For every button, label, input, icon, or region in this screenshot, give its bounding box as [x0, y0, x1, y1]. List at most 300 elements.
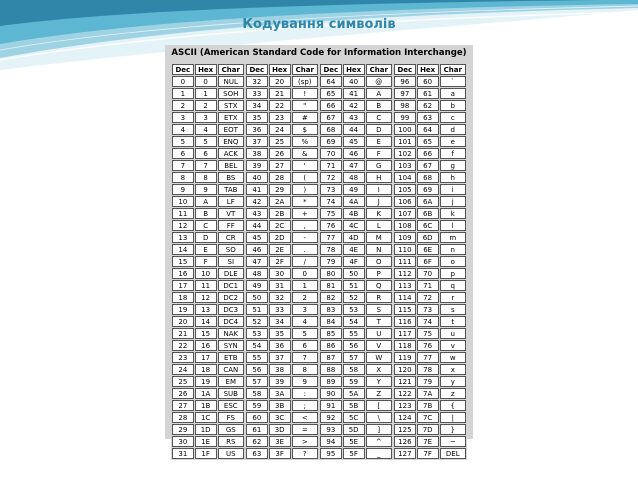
dec-cell: 101 — [394, 136, 416, 147]
dec-cell: 108 — [394, 220, 416, 231]
table-row — [246, 424, 318, 435]
dec-cell: 9 — [172, 184, 194, 195]
hex-cell: 45 — [343, 136, 365, 147]
dec-cell: 114 — [394, 292, 416, 303]
table-row — [246, 88, 318, 99]
char-cell: u — [440, 328, 466, 339]
dec-cell: 61 — [246, 424, 268, 435]
table-row — [320, 88, 392, 99]
dec-cell: 53 — [246, 328, 268, 339]
hex-cell: 3D — [269, 424, 291, 435]
dec-cell: 40 — [246, 172, 268, 183]
char-cell: FS — [218, 412, 244, 423]
column-header-char: Char — [440, 64, 466, 75]
hex-cell: 5F — [343, 448, 365, 459]
table-row — [246, 136, 318, 147]
char-cell: w — [440, 352, 466, 363]
dec-cell: 100 — [394, 124, 416, 135]
char-cell: N — [366, 244, 392, 255]
dec-cell: 23 — [172, 352, 194, 363]
char-cell: Q — [366, 280, 392, 291]
hex-cell: 6C — [417, 220, 439, 231]
ascii-column-group — [245, 63, 319, 460]
hex-cell: 78 — [417, 364, 439, 375]
dec-cell: 52 — [246, 316, 268, 327]
char-cell: % — [292, 136, 318, 147]
hex-cell: 10 — [195, 268, 217, 279]
table-row — [394, 388, 466, 399]
table-row — [320, 304, 392, 315]
char-cell: Y — [366, 376, 392, 387]
char-cell: ~ — [440, 436, 466, 447]
dec-cell: 20 — [172, 316, 194, 327]
column-header-dec: Dec — [320, 64, 342, 75]
table-row — [394, 268, 466, 279]
dec-cell: 123 — [394, 400, 416, 411]
char-cell: * — [292, 196, 318, 207]
table-row — [320, 220, 392, 231]
table-row — [394, 376, 466, 387]
char-cell: b — [440, 100, 466, 111]
char-cell: ' — [292, 160, 318, 171]
table-row — [246, 100, 318, 111]
table-row — [320, 232, 392, 243]
char-cell: j — [440, 196, 466, 207]
hex-cell: 61 — [417, 88, 439, 99]
dec-cell: 36 — [246, 124, 268, 135]
dec-cell: 91 — [320, 400, 342, 411]
dec-cell: 46 — [246, 244, 268, 255]
char-cell: @ — [366, 76, 392, 87]
dec-cell: 30 — [172, 436, 194, 447]
table-row — [394, 316, 466, 327]
table-row — [246, 316, 318, 327]
dec-cell: 90 — [320, 388, 342, 399]
char-cell: h — [440, 172, 466, 183]
hex-cell: 19 — [195, 376, 217, 387]
char-cell: ` — [440, 76, 466, 87]
table-row — [394, 100, 466, 111]
dec-cell: 21 — [172, 328, 194, 339]
hex-cell: 17 — [195, 352, 217, 363]
hex-cell: 4F — [343, 256, 365, 267]
dec-cell: 64 — [320, 76, 342, 87]
char-cell: DLE — [218, 268, 244, 279]
hex-cell: 76 — [417, 340, 439, 351]
table-row — [172, 400, 244, 411]
char-cell: T — [366, 316, 392, 327]
table-row — [394, 196, 466, 207]
column-header-char: Char — [366, 64, 392, 75]
dec-cell: 119 — [394, 352, 416, 363]
char-cell: + — [292, 208, 318, 219]
ascii-table-title: ASCII (American Standard Code for Information Interchange) — [171, 48, 467, 58]
char-cell: J — [366, 196, 392, 207]
hex-cell: 44 — [343, 124, 365, 135]
table-row — [246, 196, 318, 207]
table-row — [246, 244, 318, 255]
table-row — [246, 280, 318, 291]
table-row — [394, 400, 466, 411]
hex-cell: 55 — [343, 328, 365, 339]
hex-cell: 9 — [195, 184, 217, 195]
dec-cell: 82 — [320, 292, 342, 303]
table-row — [246, 232, 318, 243]
table-row — [320, 280, 392, 291]
char-cell: & — [292, 148, 318, 159]
char-cell: : — [292, 388, 318, 399]
char-cell: ENQ — [218, 136, 244, 147]
dec-cell: 27 — [172, 400, 194, 411]
hex-cell: 59 — [343, 376, 365, 387]
table-row — [246, 376, 318, 387]
table-row — [246, 292, 318, 303]
char-cell: 6 — [292, 340, 318, 351]
dec-cell: 76 — [320, 220, 342, 231]
dec-cell: 12 — [172, 220, 194, 231]
hex-cell: 2C — [269, 220, 291, 231]
column-header-dec: Dec — [172, 64, 194, 75]
hex-cell: 5 — [195, 136, 217, 147]
char-cell: BS — [218, 172, 244, 183]
hex-cell: 75 — [417, 328, 439, 339]
char-cell: ETB — [218, 352, 244, 363]
table-row — [394, 448, 466, 459]
table-header-row — [172, 64, 244, 75]
column-header-hex: Hex — [417, 64, 439, 75]
char-cell: ^ — [366, 436, 392, 447]
dec-cell: 118 — [394, 340, 416, 351]
char-cell: GS — [218, 424, 244, 435]
char-cell: SUB — [218, 388, 244, 399]
dec-cell: 84 — [320, 316, 342, 327]
char-cell: , — [292, 220, 318, 231]
ascii-column-group — [171, 63, 245, 460]
hex-cell: 39 — [269, 376, 291, 387]
table-row — [394, 88, 466, 99]
hex-cell: 79 — [417, 376, 439, 387]
table-row — [172, 172, 244, 183]
char-cell: 8 — [292, 364, 318, 375]
table-row — [172, 196, 244, 207]
dec-cell: 88 — [320, 364, 342, 375]
char-cell: ] — [366, 424, 392, 435]
char-cell: ETX — [218, 112, 244, 123]
char-cell: 2 — [292, 292, 318, 303]
hex-cell: 12 — [195, 292, 217, 303]
table-row — [394, 136, 466, 147]
char-cell: s — [440, 304, 466, 315]
char-cell: } — [440, 424, 466, 435]
dec-cell: 26 — [172, 388, 194, 399]
dec-cell: 5 — [172, 136, 194, 147]
hex-cell: 25 — [269, 136, 291, 147]
hex-cell: 5E — [343, 436, 365, 447]
char-cell: ACK — [218, 148, 244, 159]
table-row — [246, 340, 318, 351]
table-row — [320, 208, 392, 219]
table-row — [394, 436, 466, 447]
dec-cell: 58 — [246, 388, 268, 399]
hex-cell: 0 — [195, 76, 217, 87]
hex-cell: 67 — [417, 160, 439, 171]
dec-cell: 68 — [320, 124, 342, 135]
dec-cell: 110 — [394, 244, 416, 255]
table-row — [246, 124, 318, 135]
table-row — [394, 256, 466, 267]
char-cell: VT — [218, 208, 244, 219]
dec-cell: 105 — [394, 184, 416, 195]
char-cell: t — [440, 316, 466, 327]
hex-cell: A — [195, 196, 217, 207]
char-cell: F — [366, 148, 392, 159]
hex-cell: 6 — [195, 148, 217, 159]
char-cell: O — [366, 256, 392, 267]
dec-cell: 94 — [320, 436, 342, 447]
hex-cell: 77 — [417, 352, 439, 363]
char-cell: | — [440, 412, 466, 423]
dec-cell: 126 — [394, 436, 416, 447]
hex-cell: 53 — [343, 304, 365, 315]
table-row — [172, 76, 244, 87]
dec-cell: 125 — [394, 424, 416, 435]
dec-cell: 60 — [246, 412, 268, 423]
dec-cell: 121 — [394, 376, 416, 387]
dec-cell: 87 — [320, 352, 342, 363]
table-row — [320, 388, 392, 399]
table-row — [172, 244, 244, 255]
hex-cell: 36 — [269, 340, 291, 351]
hex-cell: 26 — [269, 148, 291, 159]
char-cell: d — [440, 124, 466, 135]
hex-cell: D — [195, 232, 217, 243]
hex-cell: 64 — [417, 124, 439, 135]
dec-cell: 13 — [172, 232, 194, 243]
dec-cell: 75 — [320, 208, 342, 219]
char-cell: l — [440, 220, 466, 231]
table-row — [320, 76, 392, 87]
table-row — [320, 112, 392, 123]
dec-cell: 37 — [246, 136, 268, 147]
char-cell: SI — [218, 256, 244, 267]
dec-cell: 59 — [246, 400, 268, 411]
hex-cell: 5C — [343, 412, 365, 423]
char-cell: LF — [218, 196, 244, 207]
hex-cell: 6E — [417, 244, 439, 255]
dec-cell: 2 — [172, 100, 194, 111]
hex-cell: 51 — [343, 280, 365, 291]
dec-cell: 10 — [172, 196, 194, 207]
dec-cell: 71 — [320, 160, 342, 171]
char-cell: x — [440, 364, 466, 375]
hex-cell: 43 — [343, 112, 365, 123]
dec-cell: 92 — [320, 412, 342, 423]
table-row — [172, 184, 244, 195]
table-row — [172, 160, 244, 171]
table-row — [172, 304, 244, 315]
dec-cell: 55 — [246, 352, 268, 363]
dec-cell: 107 — [394, 208, 416, 219]
dec-cell: 49 — [246, 280, 268, 291]
table-row — [246, 328, 318, 339]
table-row — [394, 340, 466, 351]
char-cell: RS — [218, 436, 244, 447]
table-row — [172, 148, 244, 159]
hex-cell: 40 — [343, 76, 365, 87]
hex-cell: 14 — [195, 316, 217, 327]
dec-cell: 83 — [320, 304, 342, 315]
column-header-dec: Dec — [246, 64, 268, 75]
column-header-char: Char — [218, 64, 244, 75]
char-cell: 1 — [292, 280, 318, 291]
hex-cell: 4C — [343, 220, 365, 231]
hex-cell: 7D — [417, 424, 439, 435]
hex-cell: 72 — [417, 292, 439, 303]
char-cell: EM — [218, 376, 244, 387]
dec-cell: 41 — [246, 184, 268, 195]
char-cell: q — [440, 280, 466, 291]
dec-cell: 116 — [394, 316, 416, 327]
hex-cell: 2A — [269, 196, 291, 207]
hex-cell: 16 — [195, 340, 217, 351]
dec-cell: 38 — [246, 148, 268, 159]
char-cell: C — [366, 112, 392, 123]
table-row — [246, 184, 318, 195]
hex-cell: 5B — [343, 400, 365, 411]
char-cell: = — [292, 424, 318, 435]
table-row — [320, 100, 392, 111]
char-cell: ESC — [218, 400, 244, 411]
table-row — [320, 328, 392, 339]
hex-cell: 46 — [343, 148, 365, 159]
dec-cell: 113 — [394, 280, 416, 291]
table-header-row — [320, 64, 392, 75]
char-cell: . — [292, 244, 318, 255]
char-cell: 9 — [292, 376, 318, 387]
dec-cell: 103 — [394, 160, 416, 171]
hex-cell: 48 — [343, 172, 365, 183]
char-cell: r — [440, 292, 466, 303]
char-cell: e — [440, 136, 466, 147]
dec-cell: 35 — [246, 112, 268, 123]
ascii-table-image — [165, 45, 473, 458]
table-row — [320, 340, 392, 351]
dec-cell: 106 — [394, 196, 416, 207]
char-cell: K — [366, 208, 392, 219]
hex-cell: F — [195, 256, 217, 267]
char-cell: SO — [218, 244, 244, 255]
table-row — [246, 388, 318, 399]
hex-cell: 1F — [195, 448, 217, 459]
dec-cell: 86 — [320, 340, 342, 351]
char-cell: H — [366, 172, 392, 183]
hex-cell: 21 — [269, 88, 291, 99]
hex-cell: 2E — [269, 244, 291, 255]
dec-cell: 34 — [246, 100, 268, 111]
table-row — [394, 364, 466, 375]
char-cell: BEL — [218, 160, 244, 171]
char-cell: DC1 — [218, 280, 244, 291]
table-row — [320, 160, 392, 171]
dec-cell: 54 — [246, 340, 268, 351]
slide-title: Кодування символів — [242, 17, 396, 32]
char-cell: S — [366, 304, 392, 315]
dec-cell: 32 — [246, 76, 268, 87]
table-row — [320, 268, 392, 279]
dec-cell: 115 — [394, 304, 416, 315]
table-row — [172, 208, 244, 219]
hex-cell: 2B — [269, 208, 291, 219]
char-cell: 0 — [292, 268, 318, 279]
char-cell: ; — [292, 400, 318, 411]
char-cell: (sp) — [292, 76, 318, 87]
char-cell: - — [292, 232, 318, 243]
table-row — [320, 352, 392, 363]
hex-cell: 7E — [417, 436, 439, 447]
char-cell: W — [366, 352, 392, 363]
char-cell: 3 — [292, 304, 318, 315]
dec-cell: 80 — [320, 268, 342, 279]
hex-cell: 4B — [343, 208, 365, 219]
hex-cell: 7C — [417, 412, 439, 423]
table-header-row — [246, 64, 318, 75]
dec-cell: 124 — [394, 412, 416, 423]
table-row — [394, 184, 466, 195]
char-cell: < — [292, 412, 318, 423]
char-cell: a — [440, 88, 466, 99]
hex-cell: 32 — [269, 292, 291, 303]
dec-cell: 73 — [320, 184, 342, 195]
table-row — [246, 220, 318, 231]
char-cell: 4 — [292, 316, 318, 327]
char-cell: US — [218, 448, 244, 459]
dec-cell: 19 — [172, 304, 194, 315]
hex-cell: 63 — [417, 112, 439, 123]
char-cell: I — [366, 184, 392, 195]
char-cell: 7 — [292, 352, 318, 363]
hex-cell: 3F — [269, 448, 291, 459]
table-row — [172, 88, 244, 99]
dec-cell: 44 — [246, 220, 268, 231]
table-row — [394, 172, 466, 183]
dec-cell: 85 — [320, 328, 342, 339]
hex-cell: 56 — [343, 340, 365, 351]
hex-cell: 6A — [417, 196, 439, 207]
char-cell: P — [366, 268, 392, 279]
char-cell: Z — [366, 388, 392, 399]
hex-cell: 38 — [269, 364, 291, 375]
table-row — [246, 76, 318, 87]
table-row — [172, 412, 244, 423]
table-row — [246, 364, 318, 375]
hex-cell: 1 — [195, 88, 217, 99]
char-cell: ( — [292, 172, 318, 183]
table-row — [172, 280, 244, 291]
hex-cell: 3C — [269, 412, 291, 423]
dec-cell: 93 — [320, 424, 342, 435]
dec-cell: 62 — [246, 436, 268, 447]
dec-cell: 77 — [320, 232, 342, 243]
table-row — [320, 412, 392, 423]
char-cell: R — [366, 292, 392, 303]
dec-cell: 48 — [246, 268, 268, 279]
char-cell: D — [366, 124, 392, 135]
table-row — [394, 160, 466, 171]
table-row — [172, 328, 244, 339]
hex-cell: 74 — [417, 316, 439, 327]
hex-cell: 69 — [417, 184, 439, 195]
hex-cell: 1A — [195, 388, 217, 399]
